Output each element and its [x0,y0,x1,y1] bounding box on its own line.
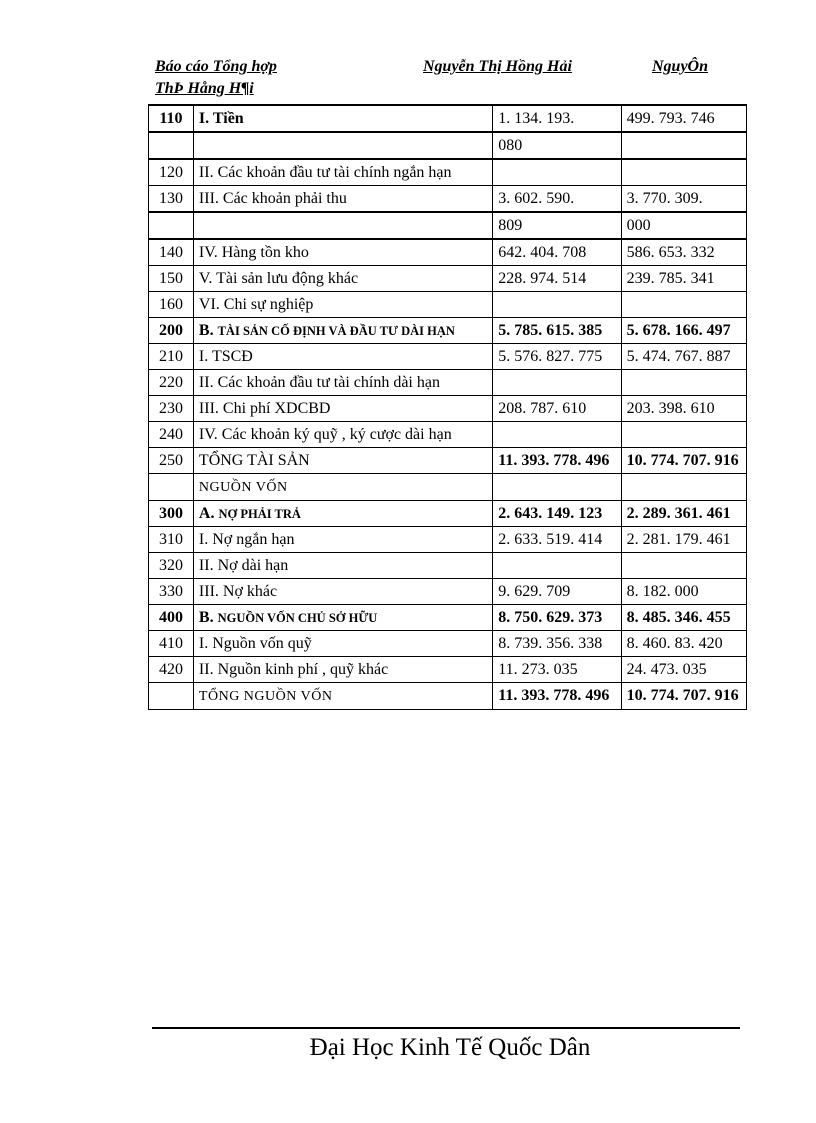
table-row [149,370,747,396]
page-header [155,58,730,100]
row-value-2: 10. 774. 707. 916 [621,683,746,710]
row-code [149,474,194,501]
row-item: III. Chi phí XDCBD [193,396,492,422]
row-code: 240 [149,422,194,448]
row-code: 320 [149,553,194,579]
row-value-1: 11. 393. 778. 496 [493,448,621,474]
row-code [149,212,194,239]
row-value-2: 586. 653. 332 [621,239,746,266]
row-item: IV. Hàng tồn kho [193,239,492,266]
row-value-2: 203. 398. 610 [621,396,746,422]
row-item: IV. Các khoản ký quỹ , ký cược dài hạn [193,422,492,448]
table-row [149,132,747,159]
row-item [193,683,492,710]
row-item: II. Các khoản đầu tư tài chính dài hạn [193,370,492,396]
table-row [149,553,747,579]
table-row [149,501,747,527]
row-value-1: 11. 393. 778. 496 [493,683,621,710]
row-code: 410 [149,631,194,657]
report-title: Báo cáo Tổng hợp [155,58,277,75]
row-code: 150 [149,266,194,292]
author-name-garbled-part1: NguyÔn [652,58,709,75]
row-value-1: 228. 974. 514 [493,266,621,292]
row-value-1: 8. 739. 356. 338 [493,631,621,657]
row-item [193,605,492,631]
table-row [149,422,747,448]
row-value-1 [493,292,621,318]
row-value-1: 642. 404. 708 [493,239,621,266]
author-name-garbled-part2: ThÞ Hång H¶i [155,80,254,97]
row-item: II. Các khoản đầu tư tài chính ngắn hạn [193,159,492,186]
row-code: 120 [149,159,194,186]
row-code: 420 [149,657,194,683]
row-value-2: 24. 473. 035 [621,657,746,683]
row-value-2: 10. 774. 707. 916 [621,448,746,474]
table-row [149,318,747,344]
section-prefix: A. [198,505,215,522]
row-code: 310 [149,527,194,553]
row-value-1: 5. 785. 615. 385 [493,318,621,344]
row-value-1: 2. 633. 519. 414 [493,527,621,553]
row-value-2: 8. 182. 000 [621,579,746,605]
table-row [149,605,747,631]
section-title: NỢ PHẢI TRẢ [218,507,301,521]
row-code: 330 [149,579,194,605]
row-code: 200 [149,318,194,344]
row-item: I. Nguồn vốn quỹ [193,631,492,657]
row-value-2 [621,132,746,159]
row-value-1 [493,422,621,448]
row-value-2 [621,159,746,186]
table-row [149,239,747,266]
row-value-1: 3. 602. 590. [493,186,621,213]
row-code: 250 [149,448,194,474]
row-item: III. Nợ khác [193,579,492,605]
row-value-2 [621,370,746,396]
row-value-2: 000 [621,212,746,239]
row-code: 210 [149,344,194,370]
row-value-2 [621,474,746,501]
table-row [149,527,747,553]
row-code: 160 [149,292,194,318]
row-value-1: 208. 787. 610 [493,396,621,422]
row-code: 300 [149,501,194,527]
section-prefix: B. [198,609,214,626]
row-value-1: 5. 576. 827. 775 [493,344,621,370]
row-value-1: 809 [493,212,621,239]
row-item: II. Nợ dài hạn [193,553,492,579]
row-item: I. Tiền [193,105,492,132]
table-row [149,159,747,186]
row-value-1: 2. 643. 149. 123 [493,501,621,527]
table-row [149,579,747,605]
row-code: 400 [149,605,194,631]
header-line-1 [155,58,730,80]
section-title: TỔNG NGUỒN VỐN [198,689,333,704]
table-row [149,212,747,239]
row-value-2: 2. 281. 179. 461 [621,527,746,553]
row-value-1: 8. 750. 629. 373 [493,605,621,631]
row-item: V. Tài sản lưu động khác [193,266,492,292]
section-prefix: B. [198,322,214,339]
table-row [149,105,747,132]
row-item: III. Các khoản phải thu [193,186,492,213]
row-value-1 [493,159,621,186]
table-row [149,448,747,474]
row-item: I. TSCĐ [193,344,492,370]
row-value-2: 499. 793. 746 [621,105,746,132]
row-item [193,318,492,344]
row-value-1 [493,474,621,501]
row-code: 230 [149,396,194,422]
row-value-2 [621,292,746,318]
row-value-2: 8. 460. 83. 420 [621,631,746,657]
table-row [149,631,747,657]
section-title: TÀI SẢN CỐ ĐỊNH VÀ ĐẦU TƯ DÀI HẠN [217,324,455,338]
row-code: 220 [149,370,194,396]
row-item [193,132,492,159]
row-item: TỔNG TÀI SẢN [193,448,492,474]
row-code [149,132,194,159]
row-item: VI. Chi sự nghiệp [193,292,492,318]
footer-divider [152,1027,740,1029]
row-item: II. Nguồn kinh phí , quỹ khác [193,657,492,683]
row-value-1: 11. 273. 035 [493,657,621,683]
section-title: NGUỒN VỐN CHỦ SỞ HỮU [217,611,378,625]
row-value-2: 239. 785. 341 [621,266,746,292]
section-title: NGUỒN VỐN [198,480,288,495]
page-footer: Đại Học Kinh Tế Quốc Dân [309,1034,591,1061]
balance-sheet-table [148,104,747,710]
row-value-1: 080 [493,132,621,159]
row-value-1 [493,553,621,579]
table-row [149,186,747,213]
author-name: Nguyễn Thị Hồng Hải [423,58,572,75]
row-item [193,212,492,239]
row-value-1 [493,370,621,396]
row-value-2 [621,553,746,579]
table-row [149,683,747,710]
row-value-2: 2. 289. 361. 461 [621,501,746,527]
row-item: I. Nợ ngắn hạn [193,527,492,553]
row-item [193,474,492,501]
row-item [193,501,492,527]
table-row [149,344,747,370]
row-code: 140 [149,239,194,266]
table-row [149,292,747,318]
row-value-1: 1. 134. 193. [493,105,621,132]
table-row [149,396,747,422]
row-code: 130 [149,186,194,213]
row-value-2: 5. 474. 767. 887 [621,344,746,370]
row-value-2: 5. 678. 166. 497 [621,318,746,344]
table-row [149,474,747,501]
row-value-2: 3. 770. 309. [621,186,746,213]
table-row [149,266,747,292]
table-row [149,657,747,683]
row-code: 110 [149,105,194,132]
row-code [149,683,194,710]
row-value-1: 9. 629. 709 [493,579,621,605]
row-value-2 [621,422,746,448]
row-value-2: 8. 485. 346. 455 [621,605,746,631]
